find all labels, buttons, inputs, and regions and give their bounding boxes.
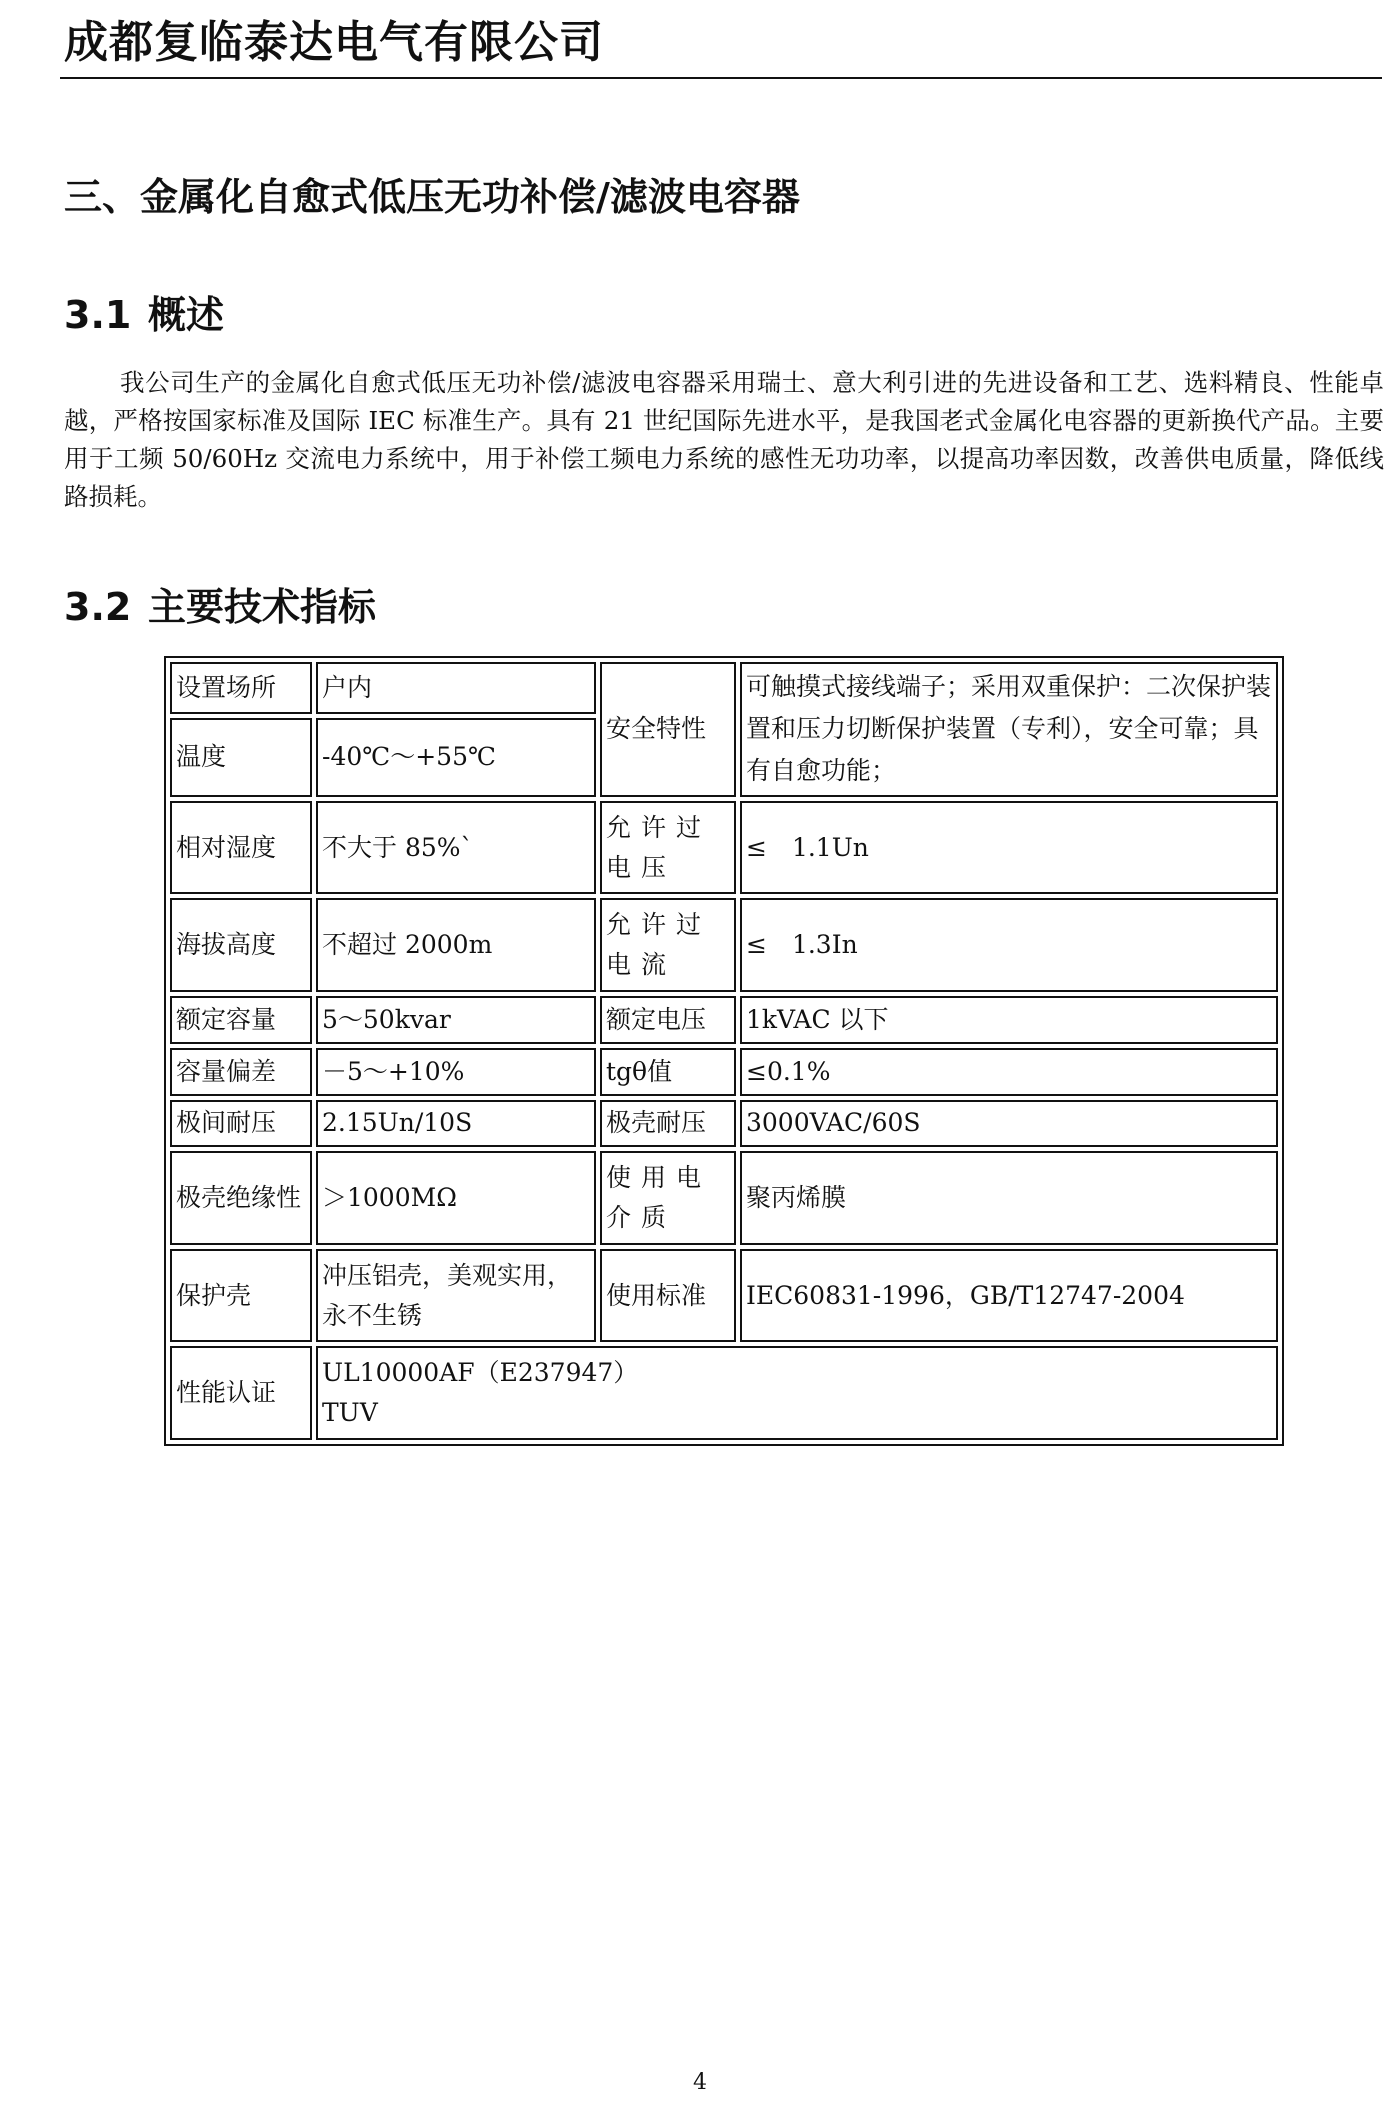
section-heading-specs [64, 580, 376, 634]
spec-value: 可触摸式接线端子；采用双重保护：二次保护装置和压力切断保护装置（专利），安全可靠；具有自愈功能； [740, 662, 1278, 797]
spec-label: 安全特性 [600, 662, 736, 797]
spec-value: 5～50kvar [316, 996, 596, 1044]
spec-table [166, 658, 1282, 1444]
table-row [170, 1100, 1278, 1148]
table-row [170, 1048, 1278, 1096]
table-row [170, 662, 1278, 714]
spec-label: 保护壳 [170, 1249, 312, 1343]
spec-value: ≤0.1% [740, 1048, 1278, 1096]
section-title: 主要技术指标 [148, 585, 377, 629]
chapter-title: 三、金属化自愈式低压无功补偿/滤波电容器 [64, 175, 800, 219]
spec-label: 允许过电压 [600, 801, 736, 895]
table-row [170, 1249, 1278, 1343]
spec-label: 设置场所 [170, 662, 312, 714]
cert-line: UL10000AF（E237947） [322, 1358, 639, 1388]
spec-value: ≤ 1.3In [740, 898, 1278, 992]
spec-value: ≤ 1.1Un [740, 801, 1278, 895]
spec-value: 聚丙烯膜 [740, 1151, 1278, 1245]
section-number: 3.2 [64, 585, 132, 629]
spec-value: IEC60831-1996，GB/T12747-2004 [740, 1249, 1278, 1343]
spec-value: －5～+10% [316, 1048, 596, 1096]
spec-label: 极壳耐压 [600, 1100, 736, 1148]
spec-value: 冲压铝壳，美观实用，永不生锈 [316, 1249, 596, 1343]
spec-value: 不大于 85%` [316, 801, 596, 895]
cert-line: TUV [322, 1398, 378, 1428]
spec-value: 3000VAC/60S [740, 1100, 1278, 1148]
spec-label: 容量偏差 [170, 1048, 312, 1096]
table-row [170, 801, 1278, 895]
spec-label: tgθ值 [600, 1048, 736, 1096]
overview-paragraph: 我公司生产的金属化自愈式低压无功补偿/滤波电容器采用瑞士、意大利引进的先进设备和工艺、选料精良、性能卓越，严格按国家标准及国际 IEC 标准生产。具有 21 世纪国际先进水平，是我国老式金属化电容器的更新换代产品。主要用于工频 50/60Hz 交流电力系统中，用于补偿工频电力系统的感性无功功率，以提高功率因数，改善供电质量，降低线路损耗。 [64, 368, 1384, 511]
company-header: 成都复临泰达电气有限公司 [64, 17, 604, 68]
spec-label: 性能认证 [170, 1346, 312, 1440]
spec-label: 极壳绝缘性 [170, 1151, 312, 1245]
spec-label: 额定容量 [170, 996, 312, 1044]
table-row [170, 996, 1278, 1044]
page-number: 4 [693, 2070, 707, 2095]
spec-label: 使用标准 [600, 1249, 736, 1343]
spec-label: 极间耐压 [170, 1100, 312, 1148]
spec-table-frame [164, 656, 1284, 1446]
spec-label: 允许过电流 [600, 898, 736, 992]
table-row [170, 1151, 1278, 1245]
spec-value: 2.15Un/10S [316, 1100, 596, 1148]
spec-value: 户内 [316, 662, 596, 714]
spec-label: 额定电压 [600, 996, 736, 1044]
spec-value: ＞1000MΩ [316, 1151, 596, 1245]
section-heading-overview [64, 288, 224, 342]
table-row [170, 898, 1278, 992]
spec-value: 不超过 2000m [316, 898, 596, 992]
spec-label: 使用电介质 [600, 1151, 736, 1245]
table-row [170, 1346, 1278, 1440]
section-number: 3.1 [64, 293, 132, 337]
spec-value [316, 1346, 1278, 1440]
spec-label: 温度 [170, 718, 312, 797]
spec-label: 海拔高度 [170, 898, 312, 992]
header-divider [60, 77, 1382, 79]
spec-value: -40℃～+55℃ [316, 718, 596, 797]
spec-label: 相对湿度 [170, 801, 312, 895]
spec-value: 1kVAC 以下 [740, 996, 1278, 1044]
section-title: 概述 [148, 293, 225, 337]
